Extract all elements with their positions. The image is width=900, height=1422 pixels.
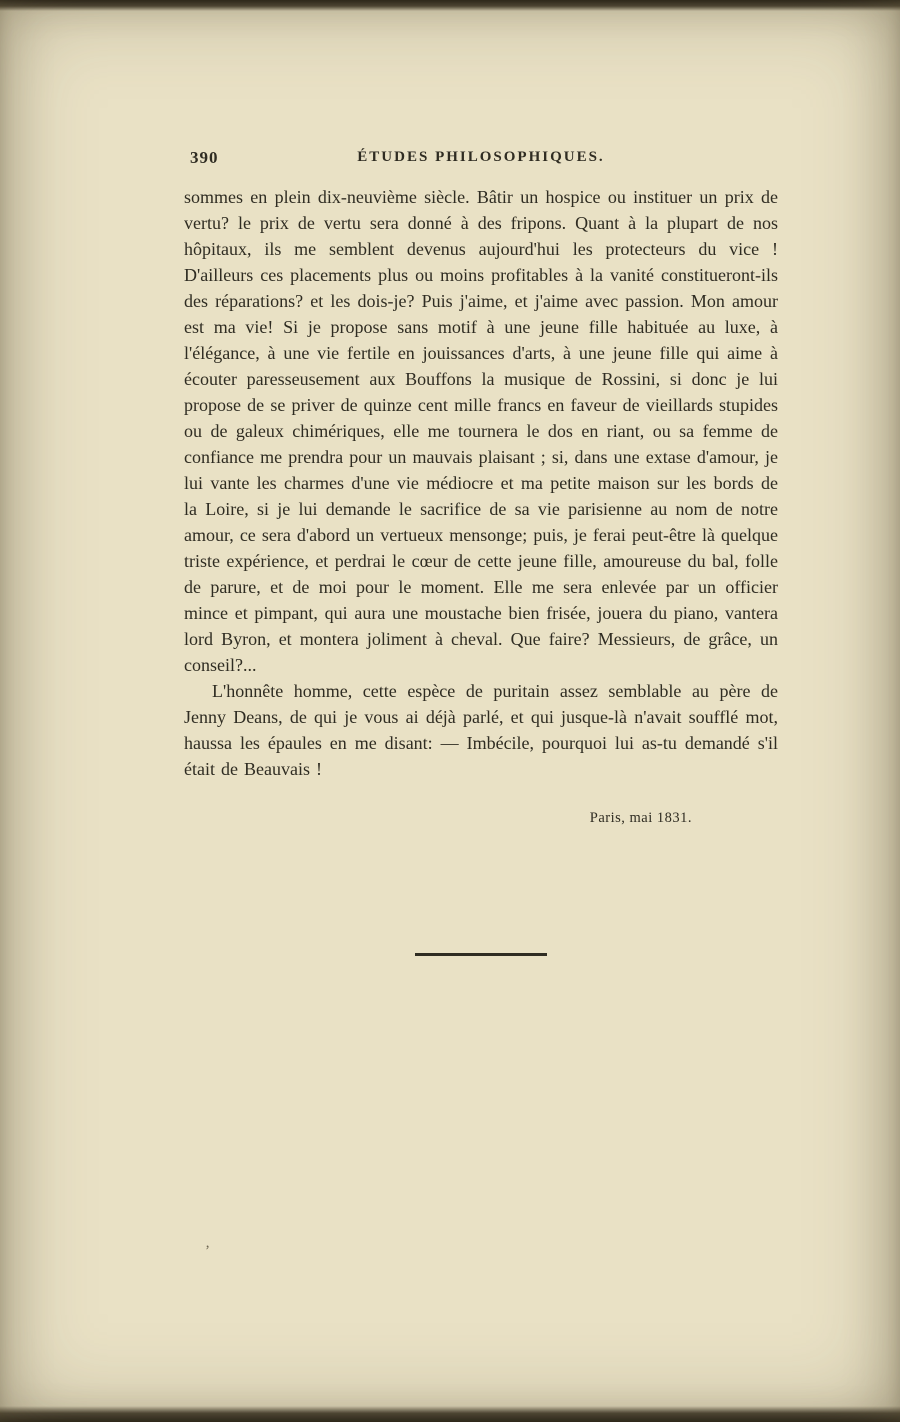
paragraph-continuation: sommes en plein dix-neuvième siècle. Bâtir un hospice ou instituer un prix de vertu? le prix de vertu sera donné à des fripons. Quant à la plupart de nos hôpitaux, ils me semblent devenus aujourd'hui les protecteurs du vice ! D'ailleurs ces placements plus ou moins profitables à la vanité constitueront-ils des réparations? et les dois-je? Puis j'aime, et j'aime avec passion. Mon amour est ma vie! Si je propose sans motif à une jeune fille habituée au luxe, à l'élégance, à une vie fertile en jouissances d'arts, à une jeune fille qui aime à écouter paresseusement aux Bouffons la musique de Rossini, si donc je lui propose de se priver de quinze cent mille francs en faveur de vieillards stupides ou de galeux chimériques, elle me tournera le dos en riant, ou sa femme de confiance me prendra pour un mauvais plaisant ; si, dans une extase d'amour, je lui vante les charmes d'une vie médiocre et ma petite maison sur les bords de la Loire, si je lui demande le sacrifice de sa vie parisienne au nom de notre amour, ce sera d'abord un vertueux mensonge; puis, je ferai peut-être là quelque triste expérience, et perdrai le cœur de cette jeune fille, amoureuse du bal, folle de parure, et de moi pour le moment. Elle me sera enlevée par un officier mince et pimpant, qui aura une moustache bien frisée, jouera du piano, vantera lord Byron, et montera joliment à cheval. Que faire? Messieurs, de grâce, un conseil?...: [184, 187, 778, 675]
running-title: ÉTUDES PHILOSOPHIQUES.: [357, 149, 605, 165]
scan-artifact-mark: ’: [205, 1243, 210, 1259]
section-divider-rule: [415, 953, 547, 956]
dateline: Paris, mai 1831.: [589, 810, 692, 826]
page-header: [184, 146, 778, 184]
scan-edge-top: [0, 0, 900, 11]
paragraph: L'honnête homme, cette espèce de puritain assez semblable au père de Jenny Deans, de qui je vous ai déjà parlé, et qui jusque-là n'avait soufflé mot, haussa les épaules en me disant: — Imbécile, pourquoi lui as-tu demandé s'il était de Beauvais !: [184, 681, 778, 779]
page-number: 390: [190, 148, 219, 167]
page-content: [184, 146, 778, 956]
scan-edge-bottom: [0, 1406, 900, 1422]
